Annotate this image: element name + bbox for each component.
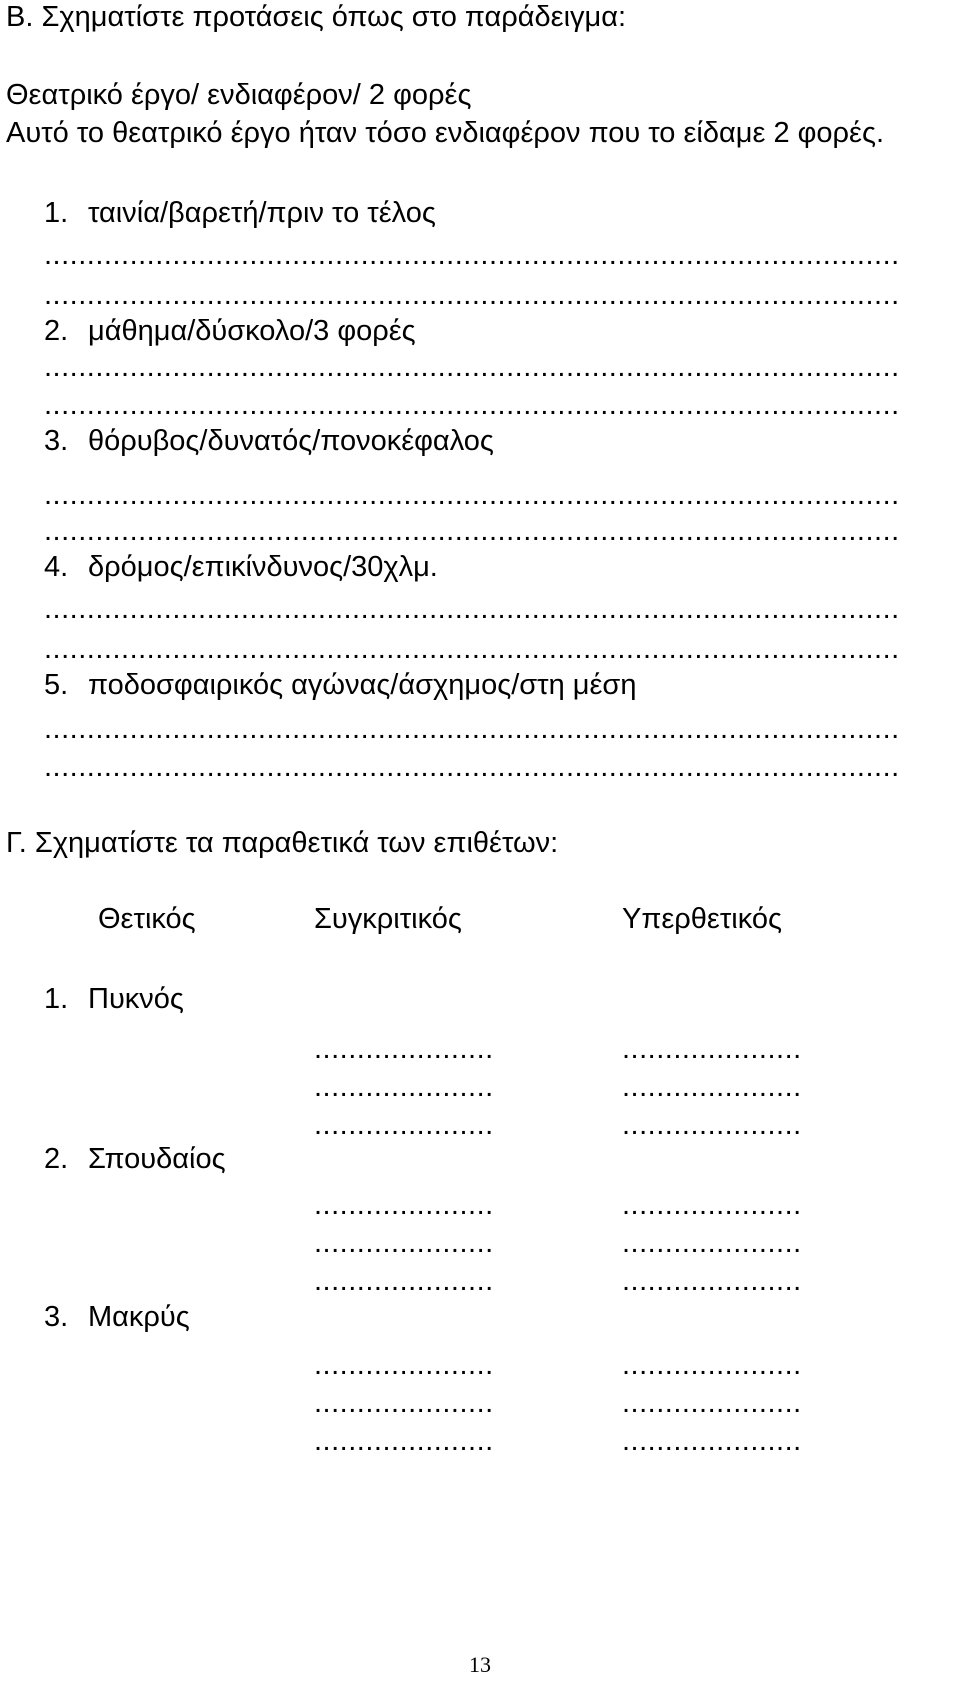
comparative-blank: ..................... xyxy=(314,1109,494,1141)
superlative-blank: ..................... xyxy=(622,1387,802,1419)
adjective-3-number: 3. xyxy=(44,1301,69,1333)
answer-line: .................................................................................................... xyxy=(44,751,900,783)
superlative-blank: ..................... xyxy=(622,1349,802,1381)
answer-line: .................................................................................................... xyxy=(44,515,900,547)
answer-line: .................................................................................................... xyxy=(44,593,900,625)
comparative-blank: ..................... xyxy=(314,1071,494,1103)
comparative-blank: ..................... xyxy=(314,1425,494,1457)
header-positive: Θετικός xyxy=(98,903,196,935)
superlative-blank: ..................... xyxy=(622,1071,802,1103)
superlative-blank: ..................... xyxy=(622,1265,802,1297)
superlative-blank: ..................... xyxy=(622,1109,802,1141)
header-comparative: Συγκριτικός xyxy=(314,903,462,935)
answer-line: .................................................................................................... xyxy=(44,713,900,745)
item-2-number: 2. xyxy=(44,315,69,347)
answer-line: .................................................................................................... xyxy=(44,633,900,665)
section-b-title: Β. Σχηματίστε προτάσεις όπως στο παράδειγμα: xyxy=(6,1,627,33)
superlative-blank: ..................... xyxy=(622,1227,802,1259)
answer-line: .................................................................................................... xyxy=(44,351,900,383)
item-1-text: ταινία/βαρετή/πριν το τέλος xyxy=(88,197,436,229)
superlative-blank: ..................... xyxy=(622,1033,802,1065)
superlative-blank: ..................... xyxy=(622,1425,802,1457)
item-5-number: 5. xyxy=(44,669,69,701)
item-4-text: δρόμος/επικίνδυνος/30χλμ. xyxy=(88,551,438,583)
item-1-number: 1. xyxy=(44,197,69,229)
adjective-1-number: 1. xyxy=(44,983,69,1015)
item-2-text: μάθημα/δύσκολο/3 φορές xyxy=(88,315,416,347)
example-prompt: Θεατρικό έργο/ ενδιαφέρον/ 2 φορές xyxy=(6,79,472,111)
superlative-blank: ..................... xyxy=(622,1189,802,1221)
comparative-blank: ..................... xyxy=(314,1349,494,1381)
adjective-1-word: Πυκνός xyxy=(88,983,184,1015)
header-superlative: Υπερθετικός xyxy=(622,903,782,935)
answer-line: .................................................................................................... xyxy=(44,279,900,311)
comparative-blank: ..................... xyxy=(314,1227,494,1259)
adjective-3-word: Μακρύς xyxy=(88,1301,190,1333)
item-3-text: θόρυβος/δυνατός/πονοκέφαλος xyxy=(88,425,494,457)
answer-line: .................................................................................................... xyxy=(44,389,900,421)
comparative-blank: ..................... xyxy=(314,1387,494,1419)
example-answer: Αυτό το θεατρικό έργο ήταν τόσο ενδιαφέρον που το είδαμε 2 φορές. xyxy=(6,117,885,149)
comparative-blank: ..................... xyxy=(314,1189,494,1221)
comparative-blank: ..................... xyxy=(314,1265,494,1297)
item-3-number: 3. xyxy=(44,425,69,457)
page-number: 13 xyxy=(469,1652,491,1677)
comparative-blank: ..................... xyxy=(314,1033,494,1065)
adjective-2-word: Σπουδαίος xyxy=(88,1143,226,1175)
answer-line: .................................................................................................... xyxy=(44,479,900,511)
section-c-title: Γ. Σχηματίστε τα παραθετικά των επιθέτων: xyxy=(6,827,559,859)
answer-line: .................................................................................................... xyxy=(44,239,900,271)
item-4-number: 4. xyxy=(44,551,69,583)
adjective-2-number: 2. xyxy=(44,1143,69,1175)
item-5-text: ποδοσφαιρικός αγώνας/άσχημος/στη μέση xyxy=(88,669,637,701)
